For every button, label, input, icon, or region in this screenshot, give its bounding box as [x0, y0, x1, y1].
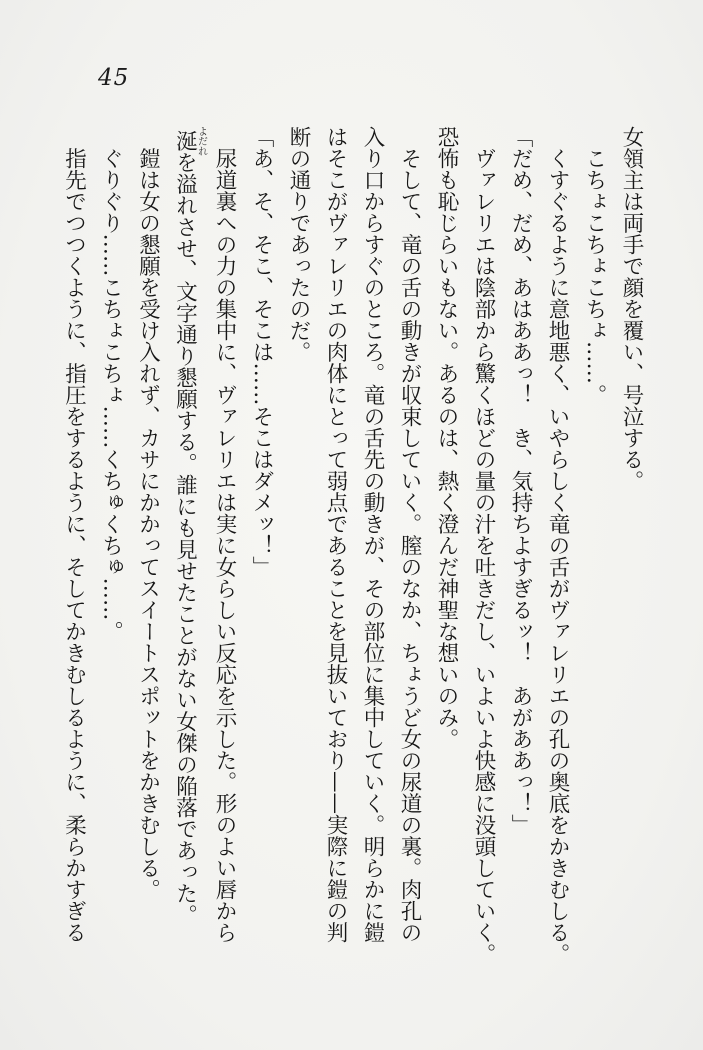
- ruby-base: 涎: [172, 126, 198, 156]
- text-line-7: そして、竜の舌の動きが収束していく。膣のなか、ちょうど女の尿道の裏。肉孔の: [397, 126, 422, 943]
- ruby-furigana: よだれ: [195, 126, 207, 156]
- text-line-13-rest: を溢れさせ、文字通り懇願する。誰にも見せたことがない女傑の陥落であった。: [172, 151, 198, 926]
- text-line-6: 恐怖も恥じらいもない。あるのは、熱く澄んだ神聖な想いのみ。: [434, 126, 459, 750]
- ruby-word: [172, 126, 207, 156]
- text-line-11: 「あ、そ、そこ、そこは……そこはダメッ！」: [249, 126, 274, 578]
- text-line-2: こちょこちょこちょ……。: [582, 126, 607, 406]
- text-line-5: ヴァレリエは陰部から驚くほどの量の汁を吐きだし、いよいよ快感に没頭していく。: [471, 126, 496, 965]
- text-line-15: ぐりぐり……こちょこちょ……くちゅくちゅ……。: [98, 126, 124, 642]
- text-line-14: 鎧は女の懇願を受け入れず、カサにかかってスイートスポットをかきむしる。: [135, 126, 161, 900]
- text-line-12: 尿道裏への力の集中に、ヴァレリエは実に女らしい反応を示した。形のよい唇から: [212, 126, 237, 943]
- text-line-10: 断の通りであったのだ。: [286, 126, 311, 363]
- page-number: 45: [98, 65, 130, 91]
- text-line-4: 「だめ、だめ、あはああっ！ き、気持ちよすぎるッ！ あがああっ！」: [508, 126, 533, 836]
- text-line-16: 指先でつつくように、指圧をするように、そしてかきむしるように、柔らかすぎる: [61, 126, 87, 943]
- text-block: [56, 126, 651, 982]
- text-line-3: くすぐるように意地悪く、いやらしく竜の舌がヴァレリエの孔の奥底をかきむしる。: [545, 126, 570, 965]
- text-line-9: はそこがヴァレリエの肉体にとって弱点であることを見抜いており——実際に鎧の判: [323, 126, 348, 943]
- text-line-13: [167, 126, 207, 982]
- text-line-1: 女領主は両手で顔を覆い、号泣する。: [619, 126, 644, 492]
- text-line-8: 入り口からすぐのところ。竜の舌先の動きが、その部位に集中していく。明らかに鎧: [360, 126, 385, 943]
